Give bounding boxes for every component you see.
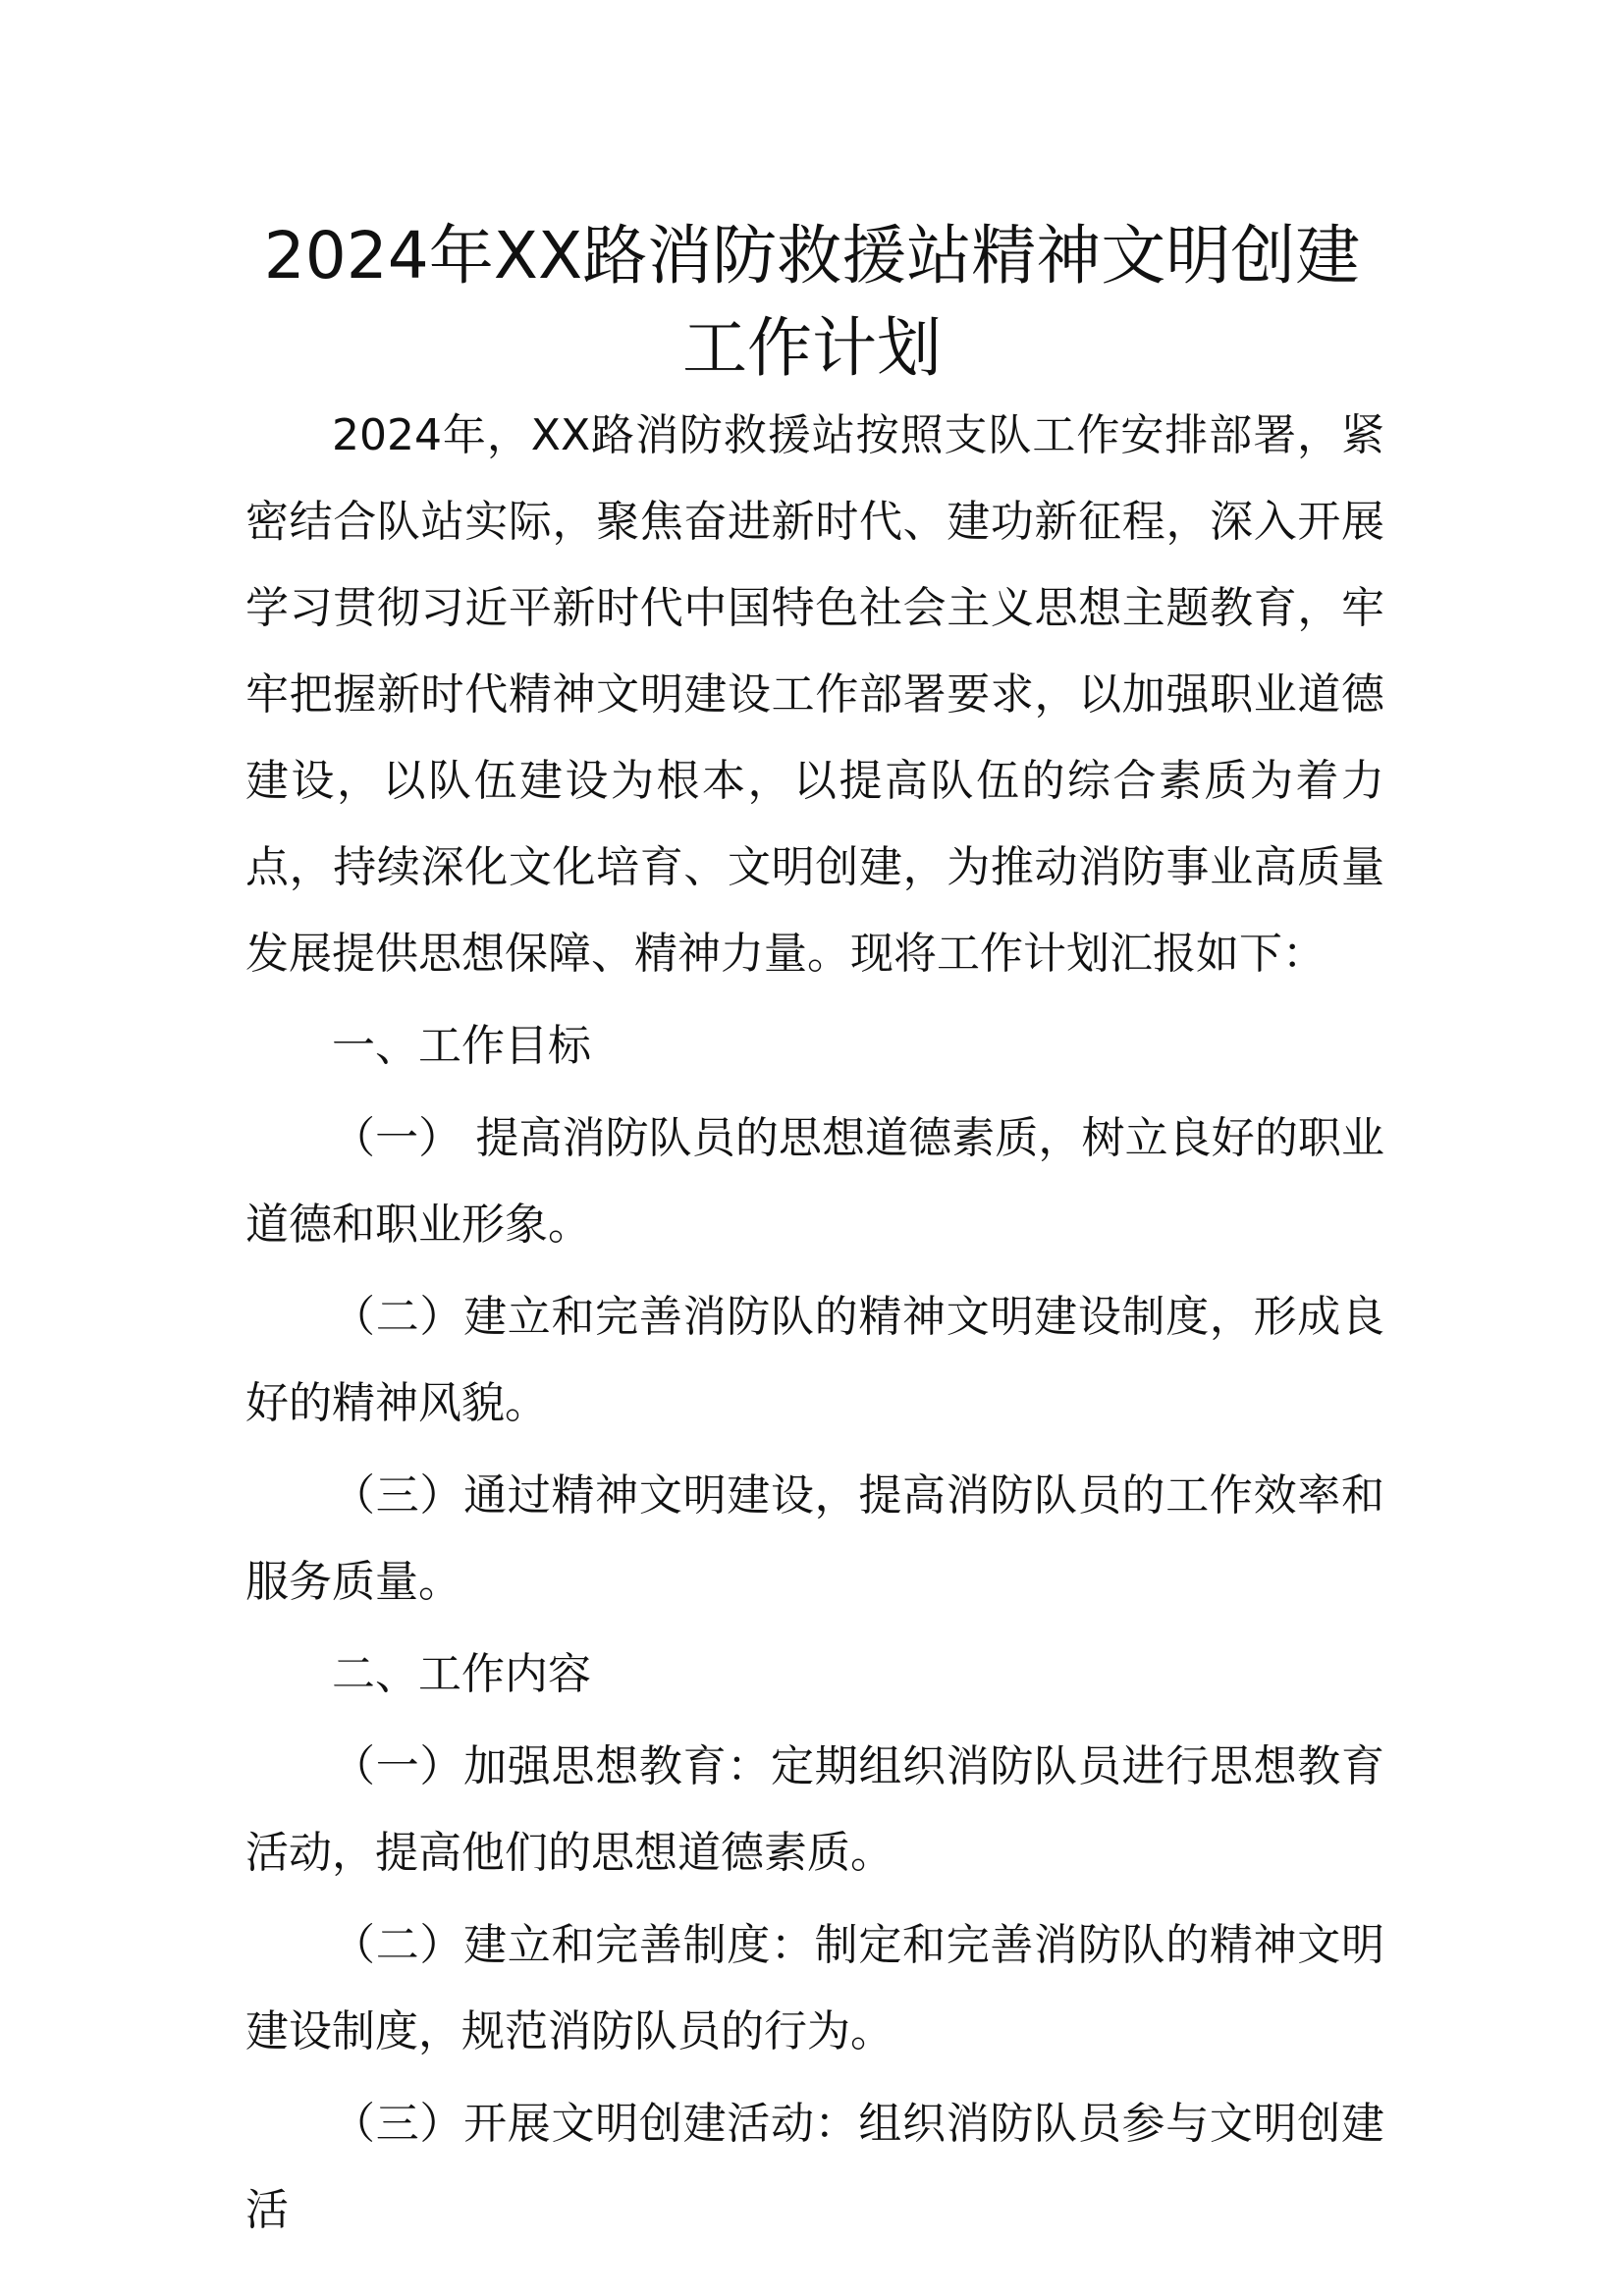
intro-paragraph: 2024年，XX路消防救援站按照支队工作安排部署，紧密结合队站实际，聚焦奋进新时代、建功新征程，深入开展学习贯彻习近平新时代中国特色社会主义思想主题教育，牢牢把握新时代精神文明建设工作部署要求，以加强职业道德建设，以队伍建设为根本，以提高队伍的综合素质为着力点，持续深化文化培育、文明创建，为推动消防事业高质量发展提供思想保障、精神力量。现将工作计划汇报如下：	[245, 410, 1384, 979]
goal-item-3: （三）通过精神文明建设，提高消防队员的工作效率和服务质量。	[245, 1470, 1384, 1607]
content-item-1: （一）加强思想教育：定期组织消防队员进行思想教育活动，提高他们的思想道德素质。	[245, 1741, 1384, 1878]
section-heading-goals: 一、工作目标	[332, 1021, 591, 1071]
document-body	[245, 393, 1384, 2260]
content-item-3: （三）开展文明创建活动：组织消防队员参与文明创建活	[245, 2099, 1384, 2235]
goal-item-2: （二）建立和完善消防队的精神文明建设制度，形成良好的精神风貌。	[245, 1292, 1384, 1428]
section-heading-content: 二、工作内容	[332, 1649, 591, 1699]
content-item-2: （二）建立和完善制度：制定和完善消防队的精神文明建设制度，规范消防队员的行为。	[245, 1920, 1384, 2056]
goal-item-1: （一） 提高消防队员的思想道德素质，树立良好的职业道德和职业形象。	[245, 1113, 1384, 1250]
document-title: 2024年XX路消防救援站精神文明创建工作计划	[263, 218, 1361, 386]
